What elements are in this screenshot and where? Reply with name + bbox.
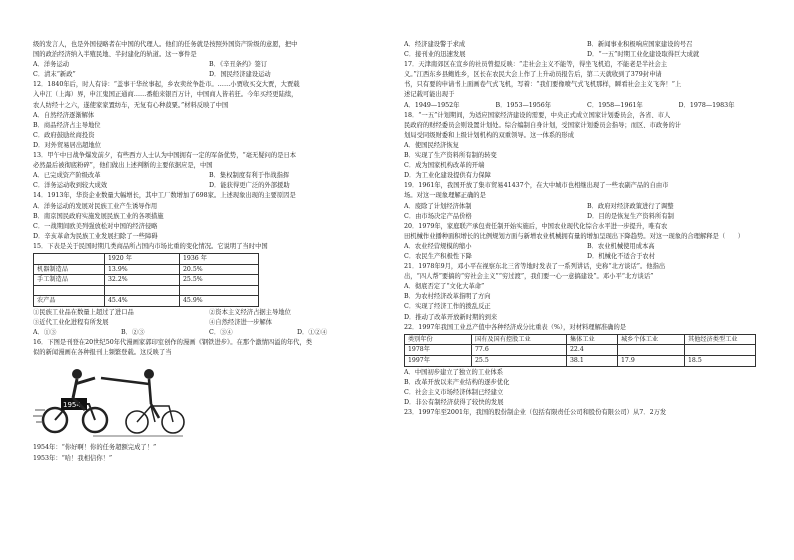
q12-text-line: 入申江（上海）界，申江鬼国正通商……番舶来银百万计，中国商人皆若狂。今年买经更陆续， [33,91,298,99]
q11-text-line: 级的发言人，也是外国侵略者在中国的代理人。他们的任务就是按照外国资产阶级的意愿，把中 [33,41,298,48]
q14-option-a[interactable]: A．洋务运动的发展对民族工业产生诱导作用 [33,202,158,210]
table-cell [180,285,259,296]
q13-option-c[interactable]: C．洋务运动收到较大成效 [33,182,108,190]
table-cell: 22.4 [567,345,618,356]
q11-option-c[interactable]: C．清末“新政” [33,71,76,79]
q22-option-d[interactable]: D．非公有制经济获得了较快的发展 [404,398,504,406]
q13-option-a[interactable]: A．已完成资产阶级改革 [33,172,101,180]
table-cell: 集体工业 [567,334,618,345]
table-cell [34,285,105,296]
q11-option-b[interactable]: B．《辛丑条约》签订 [209,61,268,69]
table-cell: 1997年 [405,355,472,366]
q15-statement: ②资本主义经济占据主导地位 [209,308,291,316]
q12-option-d[interactable]: D．对外贸易居出超地位 [33,141,102,149]
q14-option-c[interactable]: C．一战期间欧美列强放松对中国的经济侵略 [33,222,158,230]
table-cell: 38.1 [567,355,618,366]
bike-number-label: 1954 [63,401,81,410]
q18-text-line: 民政府的财经委员会则设置计划处。综合编制自身计划，受国家计划委员会指导；而区、市政务的计 [404,121,682,129]
q21-option-a[interactable]: A．彻底否定了“文化大革命” [404,283,485,291]
table-cell: 25.5 [472,355,567,366]
q15-statement: ③近代工业化进程有所发展 [33,319,109,327]
table-cell: 1920 年 [105,253,180,264]
q16-options-row [404,50,770,60]
table-row [34,285,259,296]
q21-text-line: 21．1978年9月，邓小平在视察东北三省等地时发表了一系列讲话，史称“北方谈话”。他指出 [404,263,666,271]
table-cell: 城乡个体工业 [618,334,685,345]
table-cell [618,345,685,356]
q15-option-c[interactable]: C．③④ [209,329,233,337]
q19-option-d[interactable]: D．目的是恢复生产资料所有制 [587,212,674,220]
q15-statement: ①民族工业品在数量上超过了进口品 [33,308,134,316]
q22-option-c[interactable]: C．社会主义市场经济体制已经建立 [404,388,504,396]
q20-option-c[interactable]: C．农民生产积极性下降 [404,252,472,260]
q21-text-line: 出，“四人帮”要搞的“穷社会主义”“穷过渡”，我们要一心一意搞建设”。邓小平“北方谈话” [404,273,654,281]
table-row [405,345,756,356]
rider-head [72,369,82,379]
table-header-row [405,334,756,345]
table-cell: 13.9% [105,264,180,275]
table-cell: 17.9 [618,355,685,366]
q18-option-b[interactable]: B．实现了生产资料所有制的转变 [404,152,497,160]
q19-text-line: 19．1961年，我国开放了集市贸易41437个，在大中城市也相继出现了一些农副产品的自由市 [404,182,669,190]
table-row [34,275,259,286]
q17-option-b[interactable]: B．1953—1956年 [495,101,552,109]
q17-text-line: 义。”江西东乡县鲍姓乡，区长在农民大会上作了上升动员报告后，第二天就收到了379封申请 [404,71,662,79]
q11-option-a[interactable]: A．洋务运动 [33,61,70,69]
q19-option-c[interactable]: C．由市场决定产品价格 [404,212,472,220]
q13-text-line: 必然最后被彻底粉碎”，他们做出上述判断的主要依据应是，中国 [33,162,213,170]
q15-option-d[interactable]: D．①②④ [297,329,328,337]
q21-option-c[interactable]: C．实现了经济工作的拨乱反正 [404,303,491,311]
q15-statements-row [33,308,385,318]
q15-table [33,253,259,307]
q15-stem: 15．下表是关于民国时期几类商品所占国内市场比重的变化情况。它说明了当时中国 [33,242,268,250]
table-cell: 国有及国有控股工业 [472,334,567,345]
q20-text-line: 田机械作业播种面积增长的比例规划方面与新增农业机械拥有量的增加呈现出下降趋势。对这一现象的合理解释是（ ） [404,232,745,240]
q19-option-a[interactable]: A．废除了计划经济体制 [404,202,472,210]
q15-option-b[interactable]: B．②③ [121,329,145,337]
cartoon-figure [33,360,385,440]
q19-options-row [404,212,770,222]
q17-text-line: 书，只有要的申请书上面画卷气式飞机，写着：“我们要像喷气式飞机那样，瞬看社会主义飞奔！”上 [404,81,682,89]
q22-option-b[interactable]: B．改革开放以来产业结构的逐步优化 [404,378,510,386]
q16-option-c[interactable]: C．接刊业的迅速发展 [404,51,466,59]
q12-text-line: 12．1840年后，时人有诗：“盖事干华丝事起，乡农卖丝争赴市。……小贾收买交大贾，大贾载 [33,81,300,89]
q18-text-line: 划局受同级财委和上级计划机构的双重领导。这一体系的形成 [404,131,575,139]
table-row [34,264,259,275]
table-cell: 18.5 [685,355,756,366]
q17-text-line: 述记载可能出现于 [404,91,455,99]
q12-option-b[interactable]: B．商品经济占主导地位 [33,121,101,129]
table-cell [34,253,105,264]
cyclist-head [144,369,154,379]
q18-option-d[interactable]: D．为工业化建设提供有力保障 [404,172,491,180]
table-cell: 20.5% [180,264,259,275]
table-cell: 45.4% [105,296,180,307]
table-row [34,296,259,307]
q19-text-line: 场。对这一现象理解正确的是 [404,192,486,200]
table-cell: 机器制造品 [34,264,105,275]
q20-text-line: 20．1979年，家庭联产承包责任制开始实施后，中国农业现代化综合水平进一步提升，唯有农 [404,222,668,230]
q22-stem: 22．1997年我国工业总产值中各种经济成分比重表（%），对材料理解准确的是 [404,323,627,331]
q11-options-row [33,60,385,70]
q15-options-row [33,328,385,338]
q14-text-line: 14．1913年，华资企业数量大幅增长，其中工厂数增加了698家。上述现象出现的主要原因是 [33,192,296,200]
q16-option-a[interactable]: A．经济建设警于求成 [404,41,466,48]
q18-option-c[interactable]: C．成为国家机构改革的开端 [404,162,485,170]
table-cell [685,345,756,356]
cartoon-illustration [33,360,193,440]
right-column [404,40,770,418]
table-cell: 其他经济类型工业 [685,334,756,345]
q13-option-b[interactable]: B．集权制度有利于作战指挥 [209,172,290,180]
q21-option-b[interactable]: B．为农村经济改革指明了方向 [404,293,491,301]
table-cell: 77.6 [472,345,567,356]
table-header-row [34,253,259,264]
q11-text-line: 国的政治经济纳入半殖民地、半封建化的轨道。这一事件是 [33,51,197,59]
q20-option-b[interactable]: B．农业机械使用成本高 [587,242,655,250]
table-cell: 1978年 [405,345,472,356]
q16-text-line: 似的新闻漫画在各种报刊上频繁登载。这反映了当 [33,349,172,357]
q12-text-line: 农人纺经十之六，遂使家家置纺车，无复有心种菽粟。”材料反映了中国 [33,101,229,109]
q16-option-b[interactable]: B．新闻事业积极响应国家建设的号召 [587,41,693,48]
q15-statements-row [33,318,385,328]
q13-text-line: 13．甲午中日战争爆发前夕，有些西方人士认为中国拥有一定的军备优势，“毫无疑问的是日本 [33,152,297,160]
q15-option-a[interactable]: A．①③ [33,329,57,337]
q14-option-b[interactable]: B．南京国民政府实施发展民族工业的各项措施 [33,212,164,220]
q19-option-b[interactable]: B．政府对经济政策进行了调整 [587,202,674,210]
q20-option-d[interactable]: D．机械化不适合于农村 [587,252,656,260]
cartoon-caption-1954: 1954年：“你好啊！你的任务超额完成了！” [33,444,157,452]
q16-option-d[interactable]: D．“一五”时期工业化建设取得巨大成就 [587,51,700,59]
q14-option-d[interactable]: D．辛亥革命为民族工业发展扫除了一些障碍 [33,232,158,240]
q13-option-d[interactable]: D．能获得更广泛的外部援助 [209,182,290,190]
q17-options-row [404,101,770,111]
q17-option-c[interactable]: C．1958—1961年 [587,101,643,109]
table-cell: 32.2% [105,275,180,286]
q20-option-a[interactable]: A．农业经营规模的缩小 [404,242,472,250]
q11-options-row [33,70,385,80]
q17-option-a[interactable]: A．1949—1952年 [404,101,460,109]
table-row [405,355,756,366]
q20-options-row [404,252,770,262]
q22-table [404,334,756,367]
q12-option-c[interactable]: C．政府鼓励丝商投资 [33,131,95,139]
q21-option-d[interactable]: D．推动了改革开放新时期的到来 [404,313,498,321]
q16-text-line: 16．下图是刊登在20世纪50年代漫画家郭印室创作的漫画《钢铁进步》。在那个激情四溢的年代，类 [33,339,313,347]
table-cell: 农产品 [34,296,105,307]
cyclist-body [101,378,159,418]
q19-options-row [404,202,770,212]
cartoon-caption-1953: 1953年：“哈！我相信你！” [33,454,113,462]
q23-text-line: 23．1997年至2001年，我国的股份制企业（包括有限责任公司和股份有限公司）从7．2万发 [404,408,667,416]
table-cell: 手工制造品 [34,275,105,286]
q11-option-d[interactable]: D．国民经济建设运动 [209,71,271,79]
q17-text-line: 17．天津南郊区在宣乡的社员曾提反映：“走社会主义不能等，得坐飞机追，不能老是半社会主 [404,61,668,69]
table-cell [105,285,180,296]
q13-options-row [33,171,385,181]
q18-option-a[interactable]: A．使国民经济恢复 [404,141,459,149]
q18-text-line: 18．“一五”计划期间，为适应国家经济建设的需要，中央正式成立国家计划委员会，各省、市人 [404,111,671,119]
q22-option-a[interactable]: A．中国初步建立了独立的工业体系 [404,368,504,376]
table-cell: 25.5% [180,275,259,286]
q20-options-row [404,242,770,252]
q17-option-d[interactable]: D．1978—1983年 [678,101,735,109]
q15-statement: ④自然经济进一步解体 [209,319,272,327]
left-column [33,40,385,464]
table-cell: 1936 年 [180,253,259,264]
q16-options-row [404,40,770,50]
table-cell: 类别年份 [405,334,472,345]
q12-option-a[interactable]: A．自然经济逐渐解体 [33,111,95,119]
q13-options-row [33,181,385,191]
table-cell: 45.9% [180,296,259,307]
